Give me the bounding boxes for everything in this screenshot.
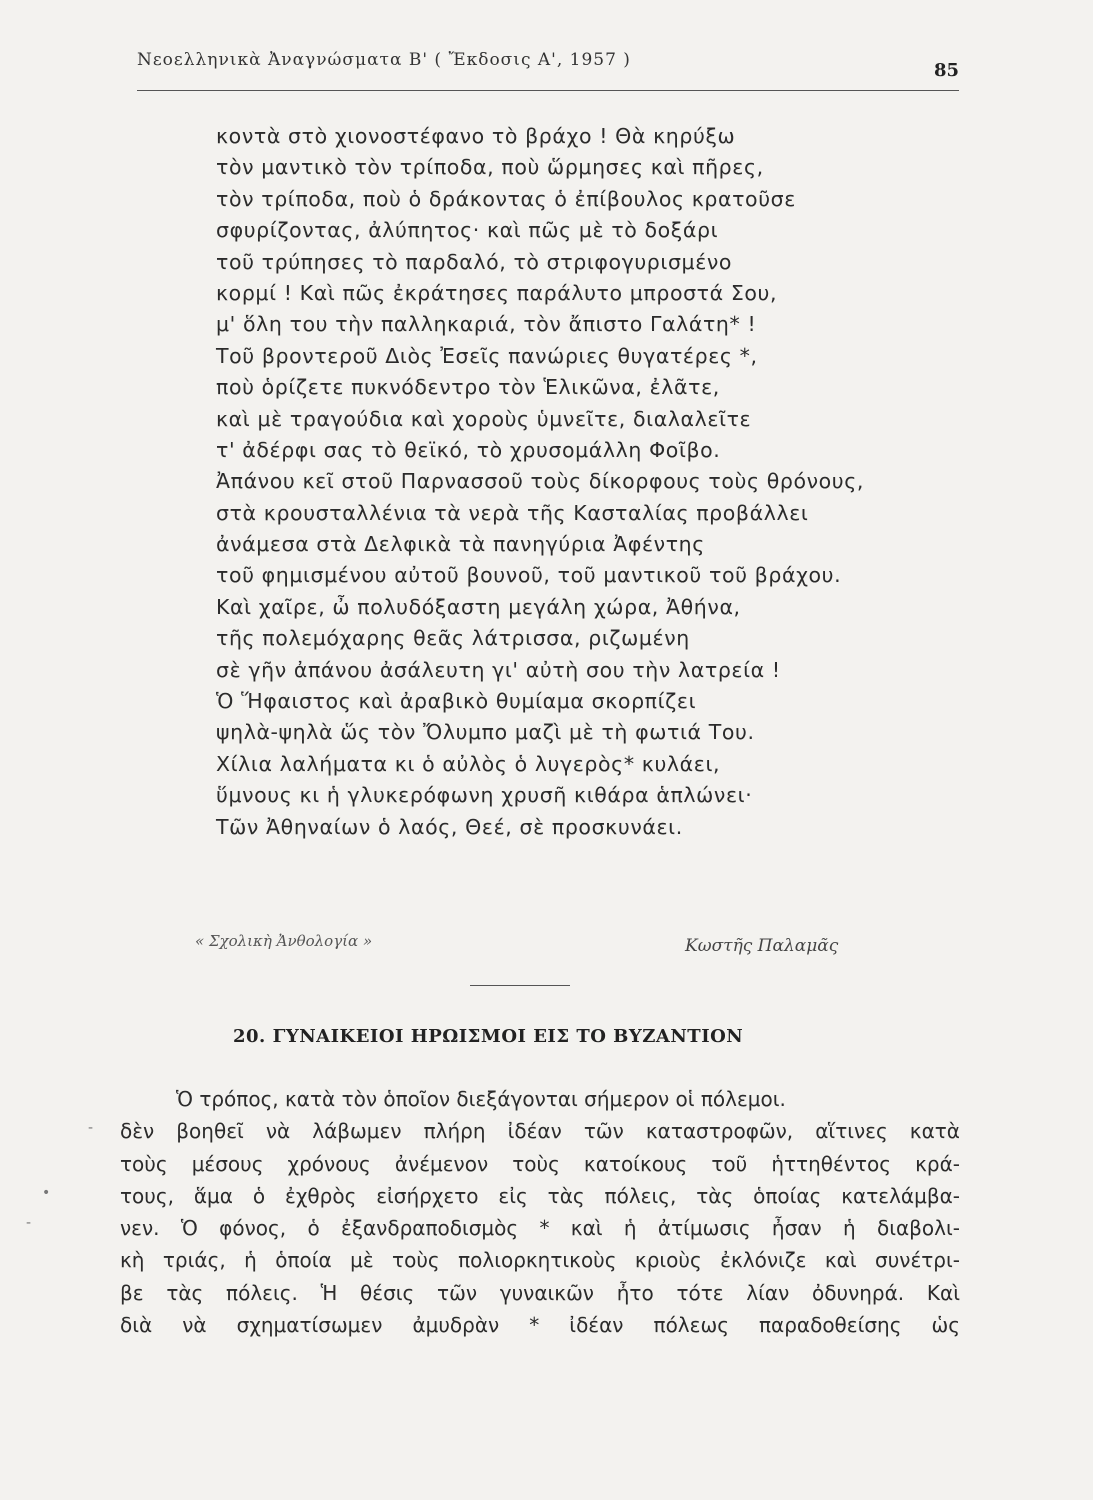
poem-line: Τῶν Ἀθηναίων ὁ λαός, Θεέ, σὲ προσκυνάει. — [216, 814, 683, 839]
poem-source: « Σχολικὴ Ἀνθολογία » — [195, 932, 373, 950]
prose-line: βε τὰς πόλεις. Ἡ θέσις τῶν γυναικῶν ἦτο τότε λίαν ὀδυνηρά. Καὶ — [120, 1280, 960, 1305]
section-divider — [470, 985, 570, 986]
poem-line: σὲ γῆν ἀπάνου ἀσάλευτη γι' αὐτὴ σου τὴν λατρεία ! — [216, 657, 781, 682]
poem-author: Κωστῆς Παλαμᾶς — [685, 936, 839, 956]
poem — [216, 121, 956, 843]
running-title: Νεοελληνικὰ Ἀναγνώσματα Β' ( Ἔκδοσις Α', 1957 ) — [137, 50, 631, 70]
poem-line: στὰ κρουσταλλένια τὰ νερὰ τῆς Κασταλίας προβάλλει — [216, 500, 809, 525]
margin-mark-icon: - — [26, 1215, 32, 1231]
poem-line: Ἀπάνου κεῖ στοῦ Παρνασσοῦ τοὺς δίκορφους τοὺς θρόνους, — [216, 469, 865, 494]
poem-line: κορμί ! Καὶ πῶς ἐκράτησες παράλυτο μπροστά Σου, — [216, 280, 778, 305]
poem-line: ὕμνους κι ἡ γλυκερόφωνη χρυσῆ κιθάρα ἁπλώνει· — [216, 783, 753, 808]
poem-line: ποὺ ὁρίζετε πυκνόδεντρο τὸν Ἑλικῶνα, ἐλᾶτε, — [216, 375, 720, 400]
poem-line: Καὶ χαῖρε, ὦ πολυδόξαστη μεγάλη χώρα, Ἀθήνα, — [216, 594, 741, 619]
poem-line: ἀνάμεσα στὰ Δελφικὰ τὰ πανηγύρια Ἀφέντης — [216, 532, 705, 557]
margin-mark-icon: • — [42, 1185, 51, 1201]
prose-line: Ὁ τρόπος, κατὰ τὸν ὁποῖον διεξάγονται σήμερον οἱ πόλεμοι. — [176, 1087, 786, 1111]
prose-line: κὴ τριάς, ἡ ὁποία μὲ τοὺς πολιορκητικοὺς κριοὺς ἐκλόνιζε καὶ συνέτρι- — [120, 1248, 960, 1273]
prose-line: δὲν βοηθεῖ νὰ λάβωμεν πλήρη ἰδέαν τῶν καταστροφῶν, αἵτινες κατὰ — [120, 1119, 960, 1144]
section-body — [120, 1083, 960, 1341]
poem-line: Τοῦ βροντεροῦ Διὸς Ἐσεῖς πανώριες θυγατέρες *, — [216, 343, 758, 368]
poem-line: καὶ μὲ τραγούδια καὶ χοροὺς ὑμνεῖτε, διαλαλεῖτε — [216, 406, 752, 431]
poem-line: τοῦ τρύπησες τὸ παρδαλό, τὸ στριφογυρισμένο — [216, 249, 733, 274]
poem-line: τοῦ φημισμένου αὐτοῦ βουνοῦ, τοῦ μαντικοῦ τοῦ βράχου. — [216, 563, 842, 588]
section-heading: 20. ΓΥΝΑΙΚΕΙΟΙ ΗΡΩΙΣΜΟΙ ΕΙΣ ΤΟ ΒΥΖΑΝΤΙΟΝ — [233, 1026, 744, 1047]
poem-line: τὸν μαντικὸ τὸν τρίποδα, ποὺ ὥρμησες καὶ πῆρες, — [216, 155, 764, 180]
poem-line: Χίλια λαλήματα κι ὁ αὐλὸς ὁ λυγερὸς* κυλάει, — [216, 751, 721, 776]
poem-line: ψηλὰ-ψηλὰ ὥς τὸν Ὄλυμπο μαζὶ μὲ τὴ φωτιά Του. — [216, 720, 755, 745]
prose-line: τους, ἅμα ὁ ἐχθρὸς εἰσήρχετο εἰς τὰς πόλεις, τὰς ὁποίας κατελάμβα- — [120, 1183, 960, 1208]
poem-line: Ὁ Ἥφαιστος καὶ ἀραβικὸ θυμίαμα σκορπίζει — [216, 689, 697, 714]
prose-line: νεν. Ὁ φόνος, ὁ ἐξανδραποδισμὸς * καὶ ἡ ἀτίμωσις ἦσαν ἡ διαβολι- — [120, 1216, 960, 1241]
prose-line: διὰ νὰ σχηματίσωμεν ἀμυδρὰν * ἰδέαν πόλεως παραδοθείσης ὡς — [120, 1313, 960, 1338]
poem-line: σφυρίζοντας, ἀλύπητος· καὶ πῶς μὲ τὸ δοξάρι — [216, 218, 719, 243]
poem-line: τ' ἀδέρφι σας τὸ θεϊκό, τὸ χρυσομάλλη Φοῖβο. — [216, 437, 721, 462]
margin-mark-icon: - — [88, 1120, 94, 1136]
poem-line: τὸν τρίποδα, ποὺ ὁ δράκοντας ὁ ἐπίβουλος κρατοῦσε — [216, 186, 796, 211]
prose-line: τοὺς μέσους χρόνους ἀνέμενον τοὺς κατοίκους τοῦ ἡττηθέντος κρά- — [120, 1151, 960, 1176]
poem-line: μ' ὅλη του τὴν παλληκαριά, τὸν ἄπιστο Γαλάτη* ! — [216, 312, 757, 337]
page-number: 85 — [933, 60, 959, 81]
poem-line: κοντὰ στὸ χιονοστέφανο τὸ βράχο ! Θὰ κηρύξω — [216, 124, 736, 148]
poem-line: τῆς πολεμόχαρης θεᾶς λάτρισσα, ριζωμένη — [216, 626, 690, 651]
running-header — [137, 46, 959, 91]
